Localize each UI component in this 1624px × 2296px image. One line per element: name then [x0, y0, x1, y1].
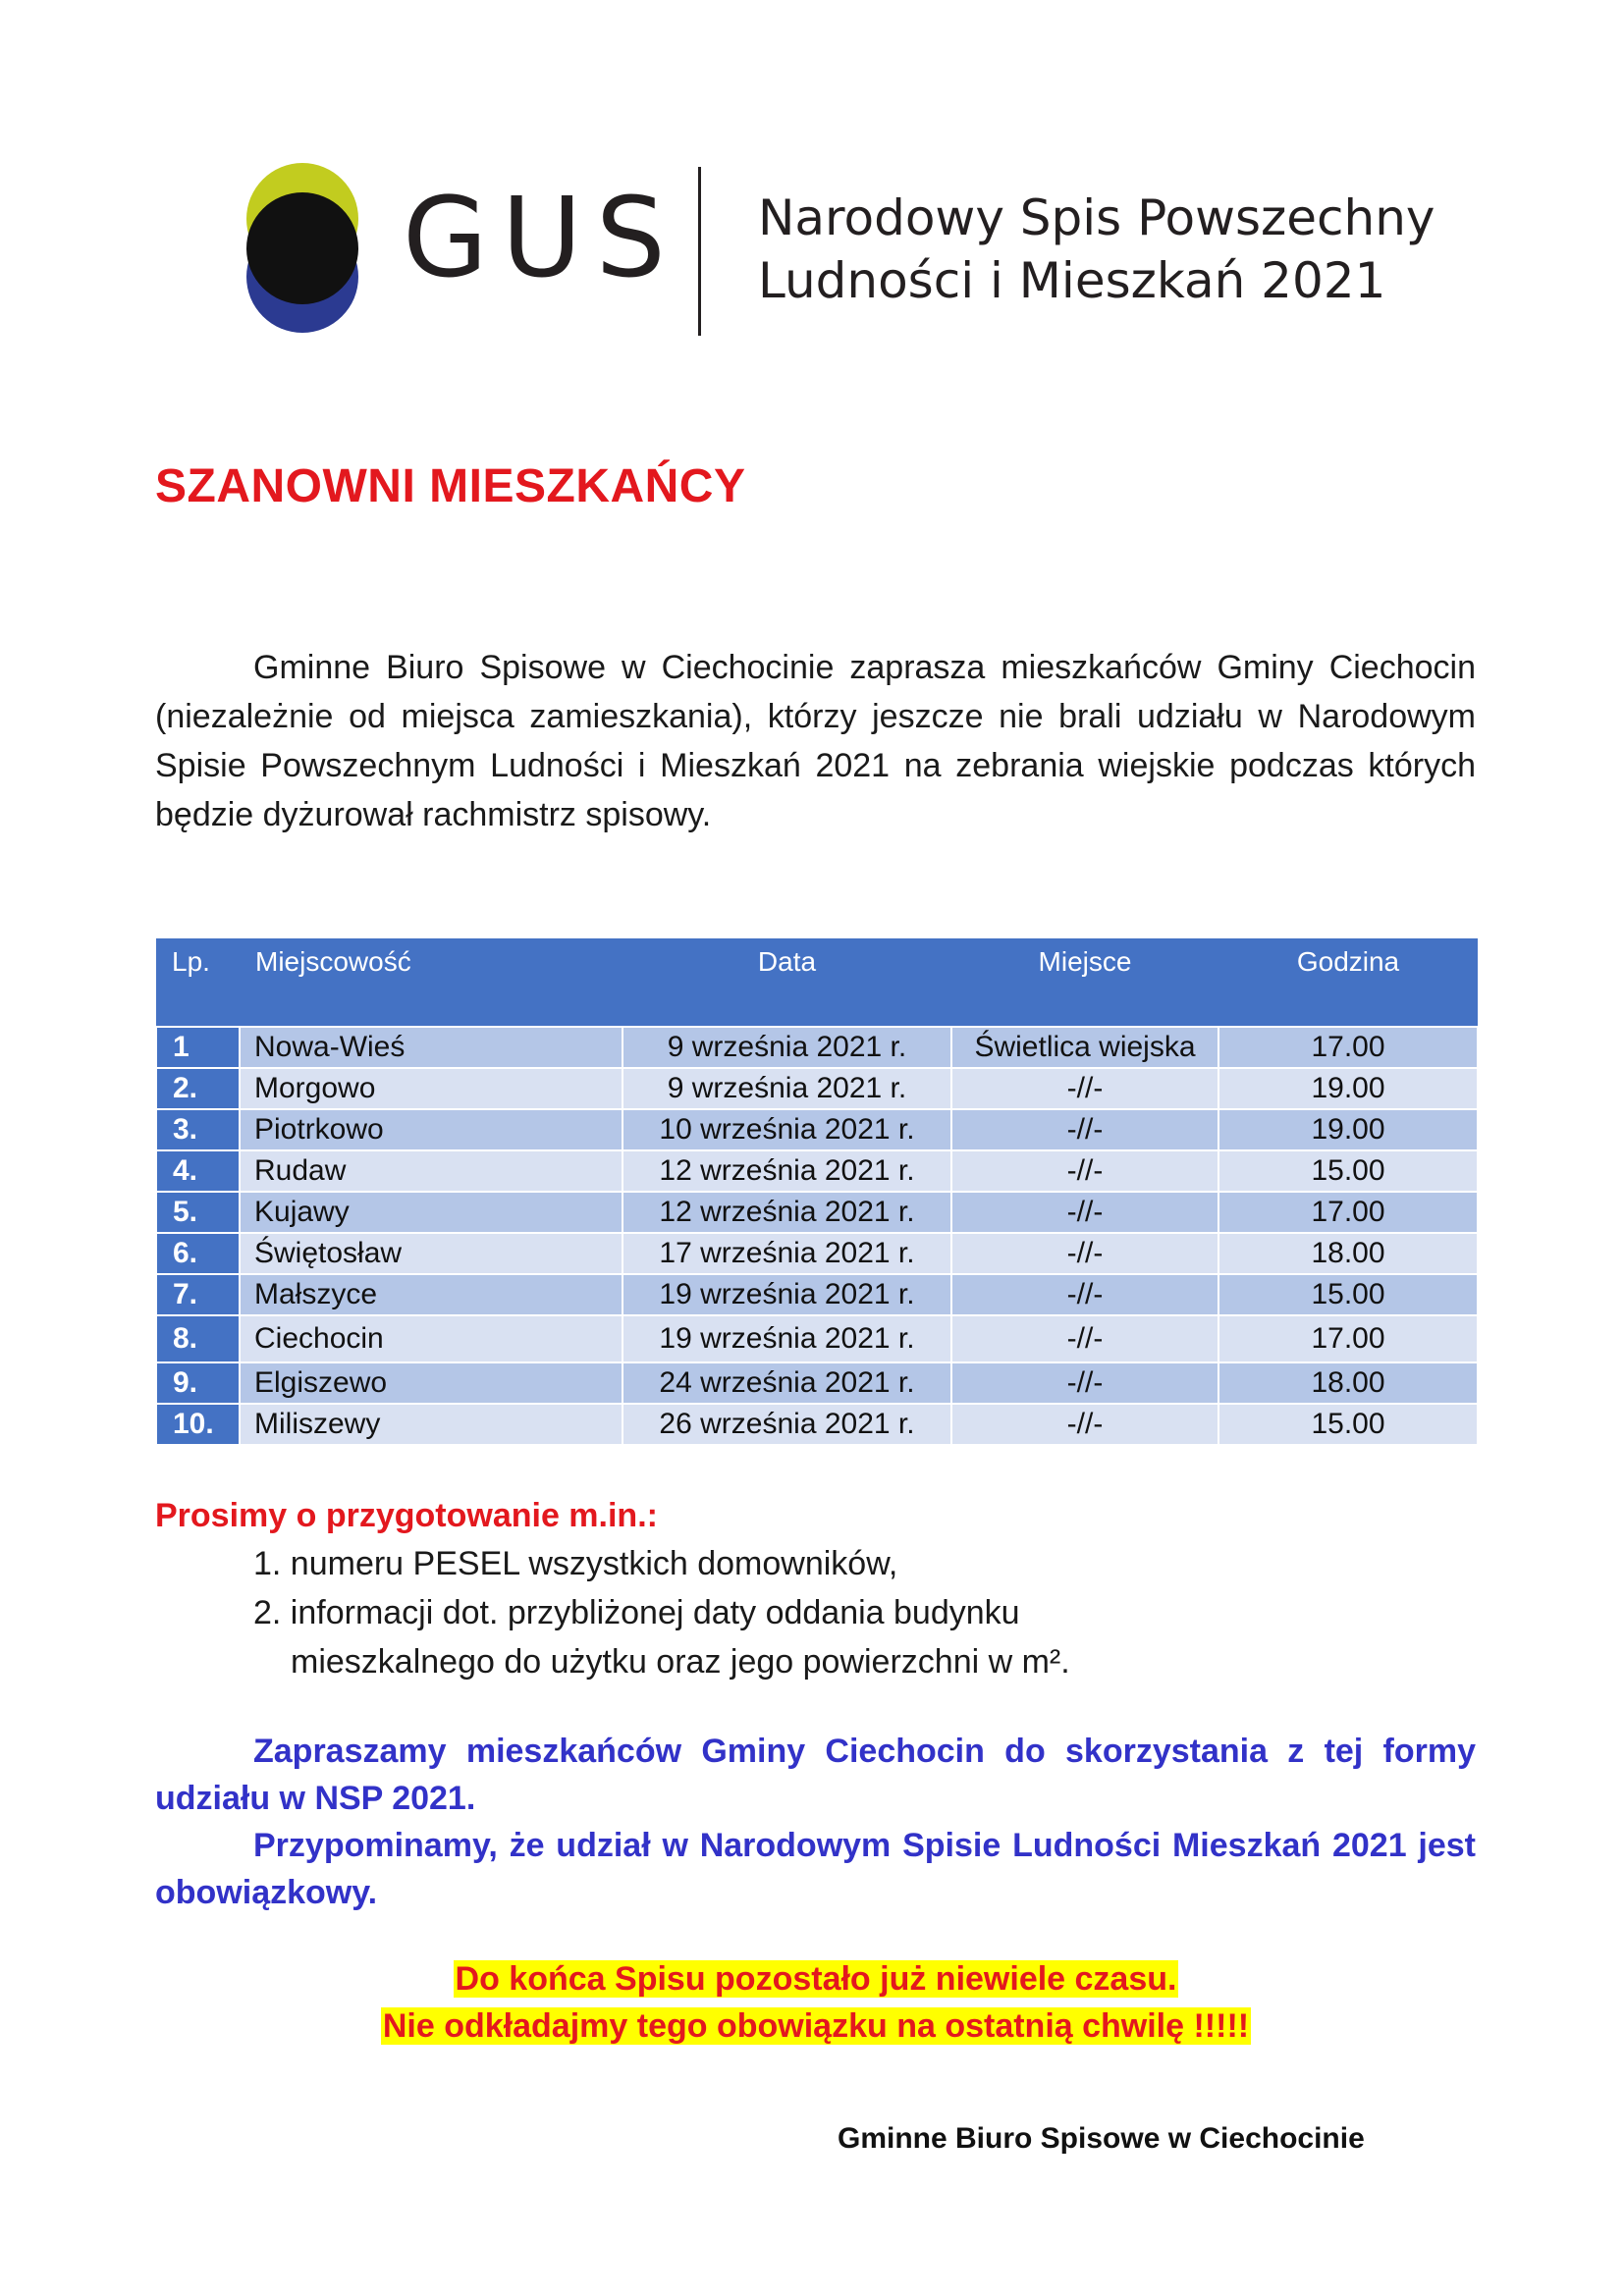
cell-place: -//-: [951, 1362, 1218, 1404]
table-row: [156, 1068, 1478, 1109]
invite-paragraph-1: [155, 1728, 1476, 1822]
col-header-town: Miejscowość: [240, 938, 623, 1027]
cell-time: 19.00: [1218, 1109, 1478, 1150]
header-title: [758, 187, 1435, 312]
intro-text: Gminne Biuro Spisowe w Ciechocinie zaprasza mieszkańców Gminy Ciechocin (niezależnie od miejsca zamieszkania), którzy jeszcze nie brali udziału w Narodowym Spisie Powszechnym Ludności i Mieszkań 2021 na zebrania wiejskie podczas których będzie dyżurował rachmistrz spisowy.: [155, 649, 1476, 833]
cell-lp: 7.: [156, 1274, 240, 1315]
cell-date: 10 września 2021 r.: [623, 1109, 951, 1150]
prep-item-2-line2: mieszkalnego do użytku oraz jego powierzchni w m².: [291, 1643, 1070, 1681]
cell-place: -//-: [951, 1274, 1218, 1315]
cell-date: 19 września 2021 r.: [623, 1315, 951, 1362]
cell-place: -//-: [951, 1404, 1218, 1445]
cell-place: -//-: [951, 1109, 1218, 1150]
cell-date: 9 września 2021 r.: [623, 1068, 951, 1109]
cell-date: 12 września 2021 r.: [623, 1192, 951, 1233]
cell-time: 15.00: [1218, 1274, 1478, 1315]
invite-paragraph-2: [155, 1822, 1476, 1916]
prep-title: Prosimy o przygotowanie m.in.:: [155, 1497, 658, 1534]
table-row: [156, 1404, 1478, 1445]
cell-town: Ciechocin: [240, 1315, 623, 1362]
reminder-block: [155, 1955, 1477, 2050]
cell-time: 18.00: [1218, 1233, 1478, 1274]
invite-text-1: Zapraszamy mieszkańców Gminy Ciechocin do skorzystania z tej formy udziału w NSP 2021.: [155, 1733, 1476, 1817]
table-row: [156, 1109, 1478, 1150]
page-heading: SZANOWNI MIESZKAŃCY: [155, 460, 746, 512]
table-row: [156, 1233, 1478, 1274]
cell-time: 19.00: [1218, 1068, 1478, 1109]
col-header-time: Godzina: [1218, 938, 1478, 1027]
cell-town: Elgiszewo: [240, 1362, 623, 1404]
cell-time: 18.00: [1218, 1362, 1478, 1404]
header-title-line2: Ludności i Mieszkań 2021: [758, 252, 1386, 309]
cell-lp: 8.: [156, 1315, 240, 1362]
cell-town: Piotrkowo: [240, 1109, 623, 1150]
prep-item-1: 1. numeru PESEL wszystkich domowników,: [253, 1545, 898, 1582]
schedule-table: [155, 938, 1479, 1446]
prep-list: [253, 1539, 1070, 1686]
prep-item-2-line1: 2. informacji dot. przybliżonej daty oddania budynku: [253, 1594, 1020, 1631]
cell-lp: 1: [156, 1027, 240, 1068]
table-row: [156, 1315, 1478, 1362]
intro-paragraph: [155, 643, 1476, 839]
cell-town: Nowa-Wieś: [240, 1027, 623, 1068]
cell-date: 9 września 2021 r.: [623, 1027, 951, 1068]
cell-time: 17.00: [1218, 1192, 1478, 1233]
invite-block: [155, 1728, 1476, 1916]
cell-town: Małszyce: [240, 1274, 623, 1315]
logo-overlap: [246, 192, 358, 304]
logo-text: GUS: [403, 175, 679, 302]
cell-lp: 9.: [156, 1362, 240, 1404]
cell-date: 17 września 2021 r.: [623, 1233, 951, 1274]
cell-town: Miliszewy: [240, 1404, 623, 1445]
cell-place: -//-: [951, 1150, 1218, 1192]
cell-place: -//-: [951, 1315, 1218, 1362]
header-title-line1: Narodowy Spis Powszechny: [758, 189, 1435, 246]
invite-text-2: Przypominamy, że udział w Narodowym Spisie Ludności Mieszkań 2021 jest obowiązkowy.: [155, 1827, 1476, 1911]
reminder-line-2: Nie odkładajmy tego obowiązku na ostatnią chwilę !!!!!: [382, 2007, 1250, 2045]
reminder-line-1: Do końca Spisu pozostało już niewiele czasu.: [455, 1960, 1177, 1998]
cell-time: 17.00: [1218, 1315, 1478, 1362]
cell-lp: 4.: [156, 1150, 240, 1192]
cell-date: 19 września 2021 r.: [623, 1274, 951, 1315]
cell-lp: 6.: [156, 1233, 240, 1274]
cell-date: 12 września 2021 r.: [623, 1150, 951, 1192]
table-row: [156, 1192, 1478, 1233]
cell-town: Świętosław: [240, 1233, 623, 1274]
cell-place: -//-: [951, 1233, 1218, 1274]
cell-lp: 3.: [156, 1109, 240, 1150]
table-header-row: [156, 938, 1478, 1027]
cell-time: 17.00: [1218, 1027, 1478, 1068]
cell-time: 15.00: [1218, 1404, 1478, 1445]
col-header-lp: Lp.: [156, 938, 240, 1027]
col-header-date: Data: [623, 938, 951, 1027]
signature: Gminne Biuro Spisowe w Ciechocinie: [838, 2122, 1365, 2155]
table-row: [156, 1027, 1478, 1068]
cell-town: Kujawy: [240, 1192, 623, 1233]
cell-lp: 2.: [156, 1068, 240, 1109]
cell-place: -//-: [951, 1192, 1218, 1233]
cell-lp: 5.: [156, 1192, 240, 1233]
cell-town: Morgowo: [240, 1068, 623, 1109]
table-row: [156, 1150, 1478, 1192]
cell-lp: 10.: [156, 1404, 240, 1445]
table-row: [156, 1274, 1478, 1315]
table-row: [156, 1362, 1478, 1404]
cell-time: 15.00: [1218, 1150, 1478, 1192]
cell-town: Rudaw: [240, 1150, 623, 1192]
cell-place: Świetlica wiejska: [951, 1027, 1218, 1068]
header-divider: [698, 167, 701, 336]
cell-place: -//-: [951, 1068, 1218, 1109]
cell-date: 26 września 2021 r.: [623, 1404, 951, 1445]
cell-date: 24 września 2021 r.: [623, 1362, 951, 1404]
col-header-place: Miejsce: [951, 938, 1218, 1027]
